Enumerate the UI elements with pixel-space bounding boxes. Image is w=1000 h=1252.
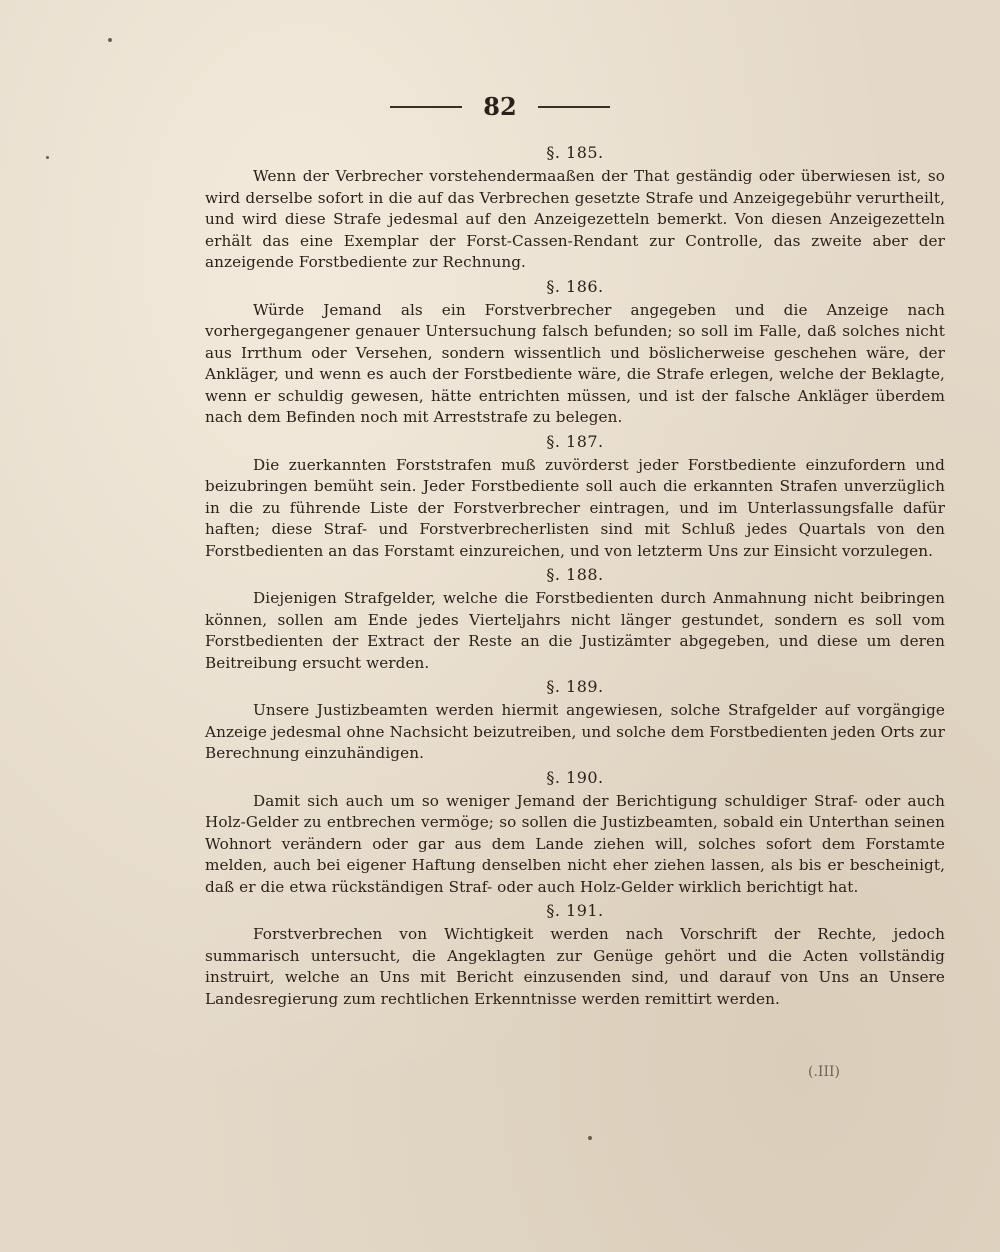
section-heading: §. 189. (546, 677, 604, 696)
section-191 (205, 898, 945, 1010)
header-rule-right (538, 106, 610, 108)
body-text (205, 140, 945, 1010)
corner-mark: (.III) (808, 1064, 840, 1080)
section-paragraph: Damit sich auch um so weniger Jemand der Berichtigung schuldiger Straf- oder auch Holz-Gelder zu entbrechen vermöge; so sollen die Justizbeamten, sobald ein Unterthan seinen Wohnort verändern oder gar aus dem Lande ziehen will, solches sofort dem Forstamte melden, auch bei eigener Haftung denselben nicht eher ziehen lassen, als bis er bescheinigt, daß er die etwa rückständigen Straf- oder auch Holz-Gelder wirklich berichtigt hat. (205, 791, 945, 896)
section-186 (205, 274, 945, 429)
section-paragraph: Forstverbrechen von Wichtigkeit werden nach Vorschrift der Rechte, jedoch summarisch untersucht, die Angeklagten zur Genüge gehört und die Acten vollständig instruirt, welche an Uns mit Bericht einzusenden sind, und darauf von Uns an Unsere Landesregierung zum rechtlichen Erkenntnisse werden remittirt werden. (205, 925, 945, 1008)
section-190 (205, 765, 945, 899)
section-heading: §. 188. (546, 565, 604, 584)
section-heading: §. 186. (546, 276, 604, 296)
page-number: 82 (483, 92, 517, 121)
paper-speck (46, 156, 49, 159)
section-heading: §. 190. (546, 767, 604, 787)
section-heading: §. 191. (546, 901, 604, 920)
section-188 (205, 562, 945, 674)
paper-speck (108, 38, 112, 42)
section-189 (205, 674, 945, 765)
section-heading: §. 185. (546, 143, 604, 162)
page-header (0, 92, 1000, 132)
section-paragraph: Diejenigen Strafgelder, welche die Forstbedienten durch Anmahnung nicht beibringen können, sollen am Ende jedes Vierteljahrs nicht länger gestundet, sondern es soll vom Forstbedienten der Extract der Reste an die Justizämter abgegeben, und diese um deren Beitreibung ersucht werden. (205, 589, 945, 672)
paper-speck (588, 1136, 592, 1140)
section-187 (205, 429, 945, 563)
section-paragraph: Würde Jemand als ein Forstverbrecher angegeben und die Anzeige nach vorhergegangener genauer Untersuchung falsch befunden; so soll im Falle, daß solches nicht aus Irrthum oder Versehen, sondern wissentlich und böslicherweise geschehen wäre, der Ankläger, und wenn es auch der Forstbediente wäre, die Strafe erlegen, welche der Beklagte, wenn er schuldig gewesen, hätte entrichten müssen, und ist der falsche Ankläger überdem nach dem Befinden noch mit Arreststrafe zu belegen. (205, 300, 945, 426)
section-paragraph: Unsere Justizbeamten werden hiermit angewiesen, solche Strafgelder auf vorgängige Anzeige jedesmal ohne Nachsicht beizutreiben, und solche dem Forstbedienten jeden Orts zur Berechnung einzuhändigen. (205, 701, 945, 762)
header-rule-left (390, 106, 462, 108)
section-185 (205, 140, 945, 274)
section-paragraph: Die zuerkannten Forststrafen muß zuvörderst jeder Forstbediente einzufordern und beizubringen bemüht sein. Jeder Forstbediente soll auch die erkannten Strafen unverzüglich in die zu führende Liste der Forstverbrecher eintragen, und im Unterlassungsfalle dafür haften; diese Straf- und Forstverbrecherlisten sind mit Schluß jedes Quartals von den Forstbedienten an das Forstamt einzureichen, und von letzterm Uns zur Einsicht vorzulegen. (205, 455, 945, 560)
section-paragraph: Wenn der Verbrecher vorstehendermaaßen der That geständig oder überwiesen ist, so wird derselbe sofort in die auf das Verbrechen gesetzte Strafe und Anzeigegebühr verurtheilt, und wird diese Strafe jedesmal auf den Anzeigezetteln bemerkt. Von diesen Anzeigezetteln erhält das eine Exemplar der Forst-Cassen-Rendant zur Controlle, das zweite aber der anzeigende Forstbediente zur Rechnung. (205, 167, 945, 271)
section-heading: §. 187. (546, 431, 604, 451)
